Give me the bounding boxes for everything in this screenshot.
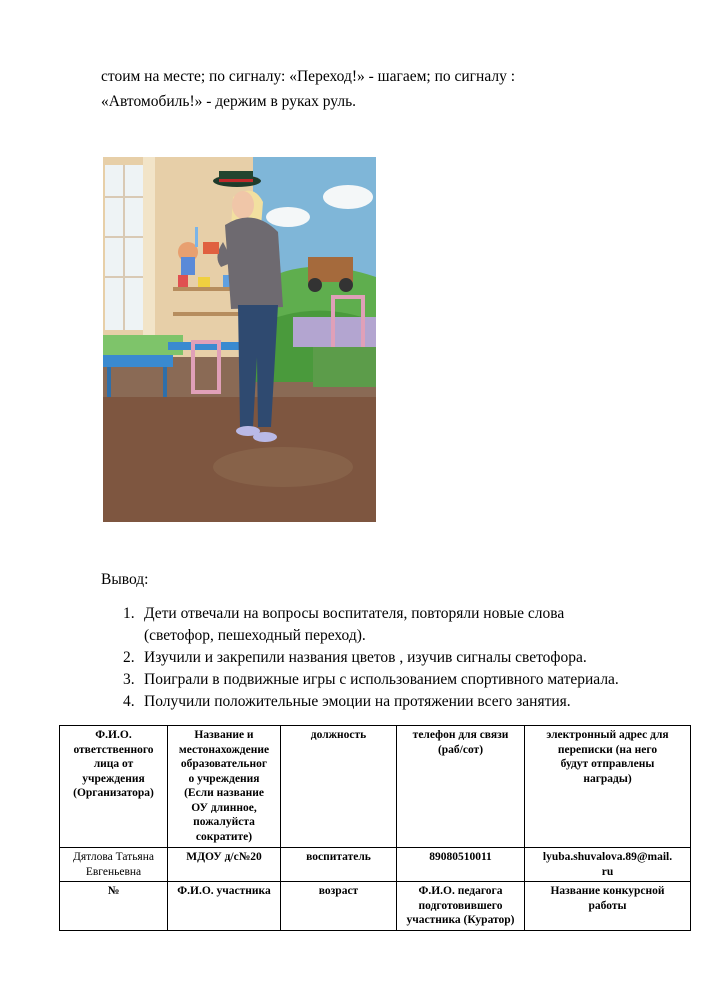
contest-application-table-wrap xyxy=(59,725,690,931)
table-header-row xyxy=(60,726,691,848)
header-cell-number: № xyxy=(60,882,168,931)
list-item xyxy=(101,647,681,669)
conclusion-list xyxy=(101,603,681,713)
intro-line-2: «Автомобиль!» - держим в руках руль. xyxy=(101,93,357,110)
header-cell-curator: Ф.И.О. педагога подготовившего участника (Куратор) xyxy=(397,882,525,931)
list-line: Получили положительные эмоции на протяжении всего занятия. xyxy=(144,693,571,710)
list-number: 1. xyxy=(123,605,135,622)
header-cell-position: должность xyxy=(281,726,397,848)
list-line: (светофор, пешеходный переход). xyxy=(144,627,366,644)
activity-photo xyxy=(103,157,376,522)
header-cell-phone: телефон для связи (раб/сот) xyxy=(397,726,525,848)
cell-phone: 89080510011 xyxy=(397,848,525,882)
cell-email: lyuba.shuvalova.89@mail. ru xyxy=(525,848,691,882)
contest-application-table xyxy=(59,725,691,931)
list-item xyxy=(101,691,681,713)
list-line: Поиграли в подвижные игры с использованием спортивного материала. xyxy=(144,671,619,688)
list-line: Дети отвечали на вопросы воспитателя, повторяли новые слова xyxy=(144,605,565,622)
table-row xyxy=(60,848,691,882)
header-cell-email: электронный адрес для переписки (на него будут отправлены награды) xyxy=(525,726,691,848)
table-header-row xyxy=(60,882,691,931)
list-number: 3. xyxy=(123,671,135,688)
cell-institution: МДОУ д/с№20 xyxy=(168,848,281,882)
cell-position: воспитатель xyxy=(281,848,397,882)
header-cell-work-title: Название конкурсной работы xyxy=(525,882,691,931)
header-cell-participant-name: Ф.И.О. участника xyxy=(168,882,281,931)
list-line: Изучили и закрепили названия цветов , изучив сигналы светофора. xyxy=(144,649,587,666)
conclusion-title: Вывод: xyxy=(101,571,149,588)
list-number: 2. xyxy=(123,649,135,666)
intro-line-1: стоим на месте; по сигналу: «Переход!» - шагаем; по сигналу : xyxy=(101,68,516,85)
list-item xyxy=(101,669,681,691)
header-cell-organizer-name: Ф.И.О. ответственного лица от учреждения (Организатора) xyxy=(60,726,168,848)
list-item xyxy=(101,603,681,647)
cell-organizer-name: Дятлова Татьяна Евгеньевна xyxy=(60,848,168,882)
list-number: 4. xyxy=(123,693,135,710)
header-cell-institution: Название и местонахождение образовательног о учреждения (Если название ОУ длинное, пожалуйста сократите) xyxy=(168,726,281,848)
header-cell-age: возраст xyxy=(281,882,397,931)
